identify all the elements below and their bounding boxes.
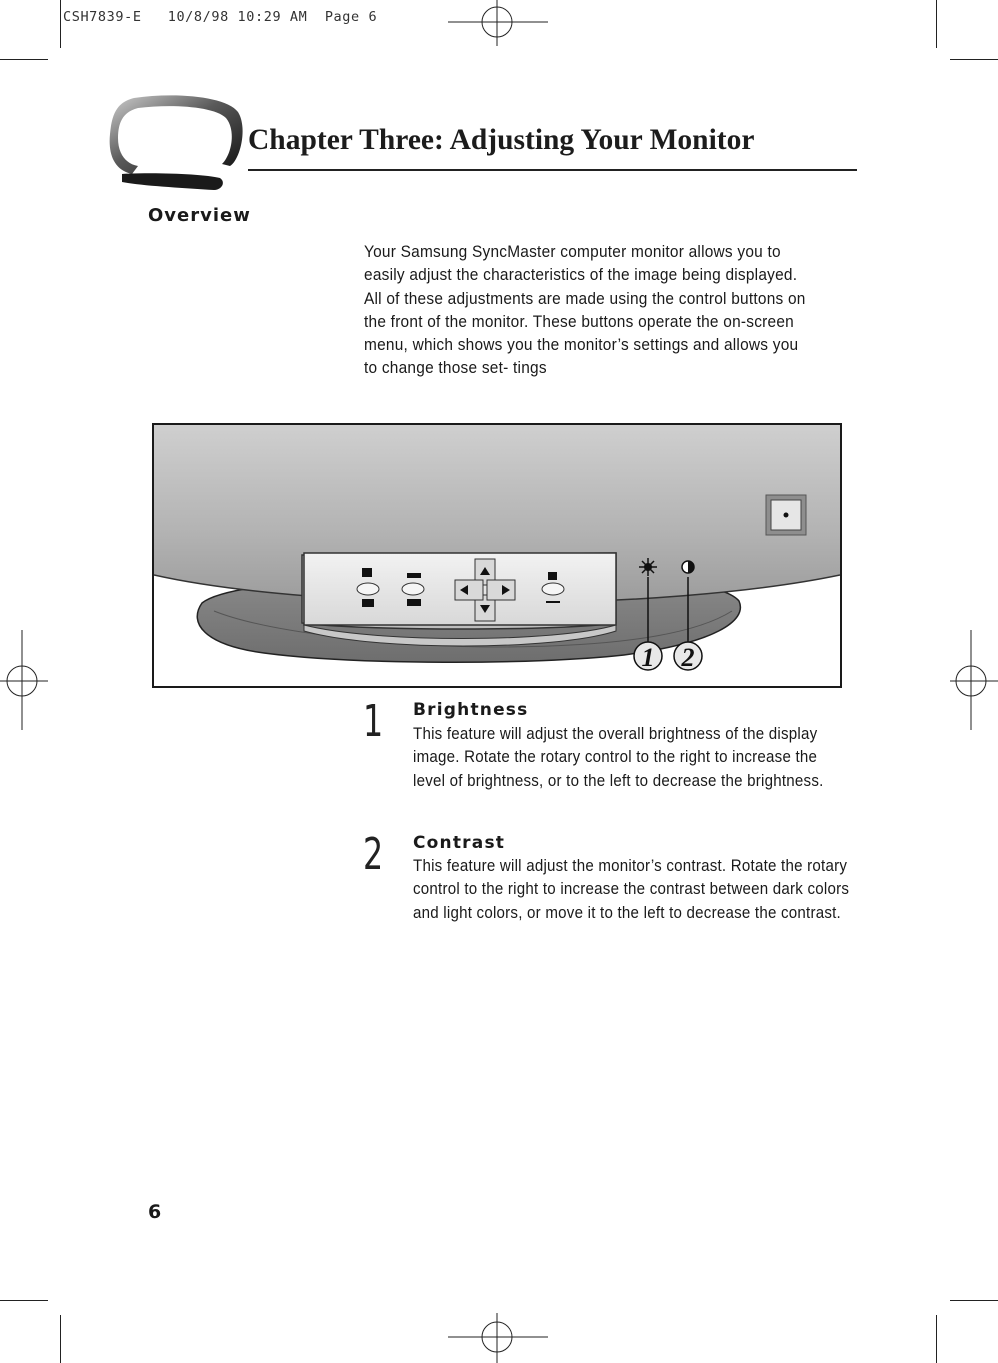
feature-description-contrast: This feature will adjust the monitor’s contrast. Rotate the rotary control to the right to increase the contrast between dark colors and light colors, or move it to the left to decrease the contrast. <box>413 856 850 922</box>
print-slug: CSH7839-E 10/8/98 10:29 AM Page 6 <box>63 9 378 25</box>
page-number: 6 <box>148 1201 162 1223</box>
feature-number: 2 <box>363 829 384 880</box>
overview-heading: Overview <box>148 205 251 226</box>
overview-paragraph: Your Samsung SyncMaster computer monitor allows you to easily adjust the characteristics of the image being displayed. All of these adjustments are made using the control buttons on the front of the monitor. These buttons operate the on-screen menu, which shows you the monitor’s settings and allows you to change those set- tings <box>364 242 806 378</box>
title-rule <box>248 169 857 171</box>
callout-2-label: 2 <box>681 643 695 672</box>
feature-title-contrast: Contrast <box>413 833 506 853</box>
monitor-bezel-drawing <box>154 425 840 686</box>
monitor-front-illustration <box>152 423 842 688</box>
callout-1-label: 1 <box>641 643 655 672</box>
feature-title-brightness: Brightness <box>413 700 529 720</box>
feature-description-brightness: This feature will adjust the overall brightness of the display image. Rotate the rotary control to the right to increase the level of brightness, or to the left to decrease the brightness. <box>413 724 824 790</box>
feature-number: 1 <box>363 696 384 747</box>
monitor-swoosh-icon <box>104 94 246 192</box>
chapter-title: Chapter Three: Adjusting Your Monitor <box>248 124 755 156</box>
